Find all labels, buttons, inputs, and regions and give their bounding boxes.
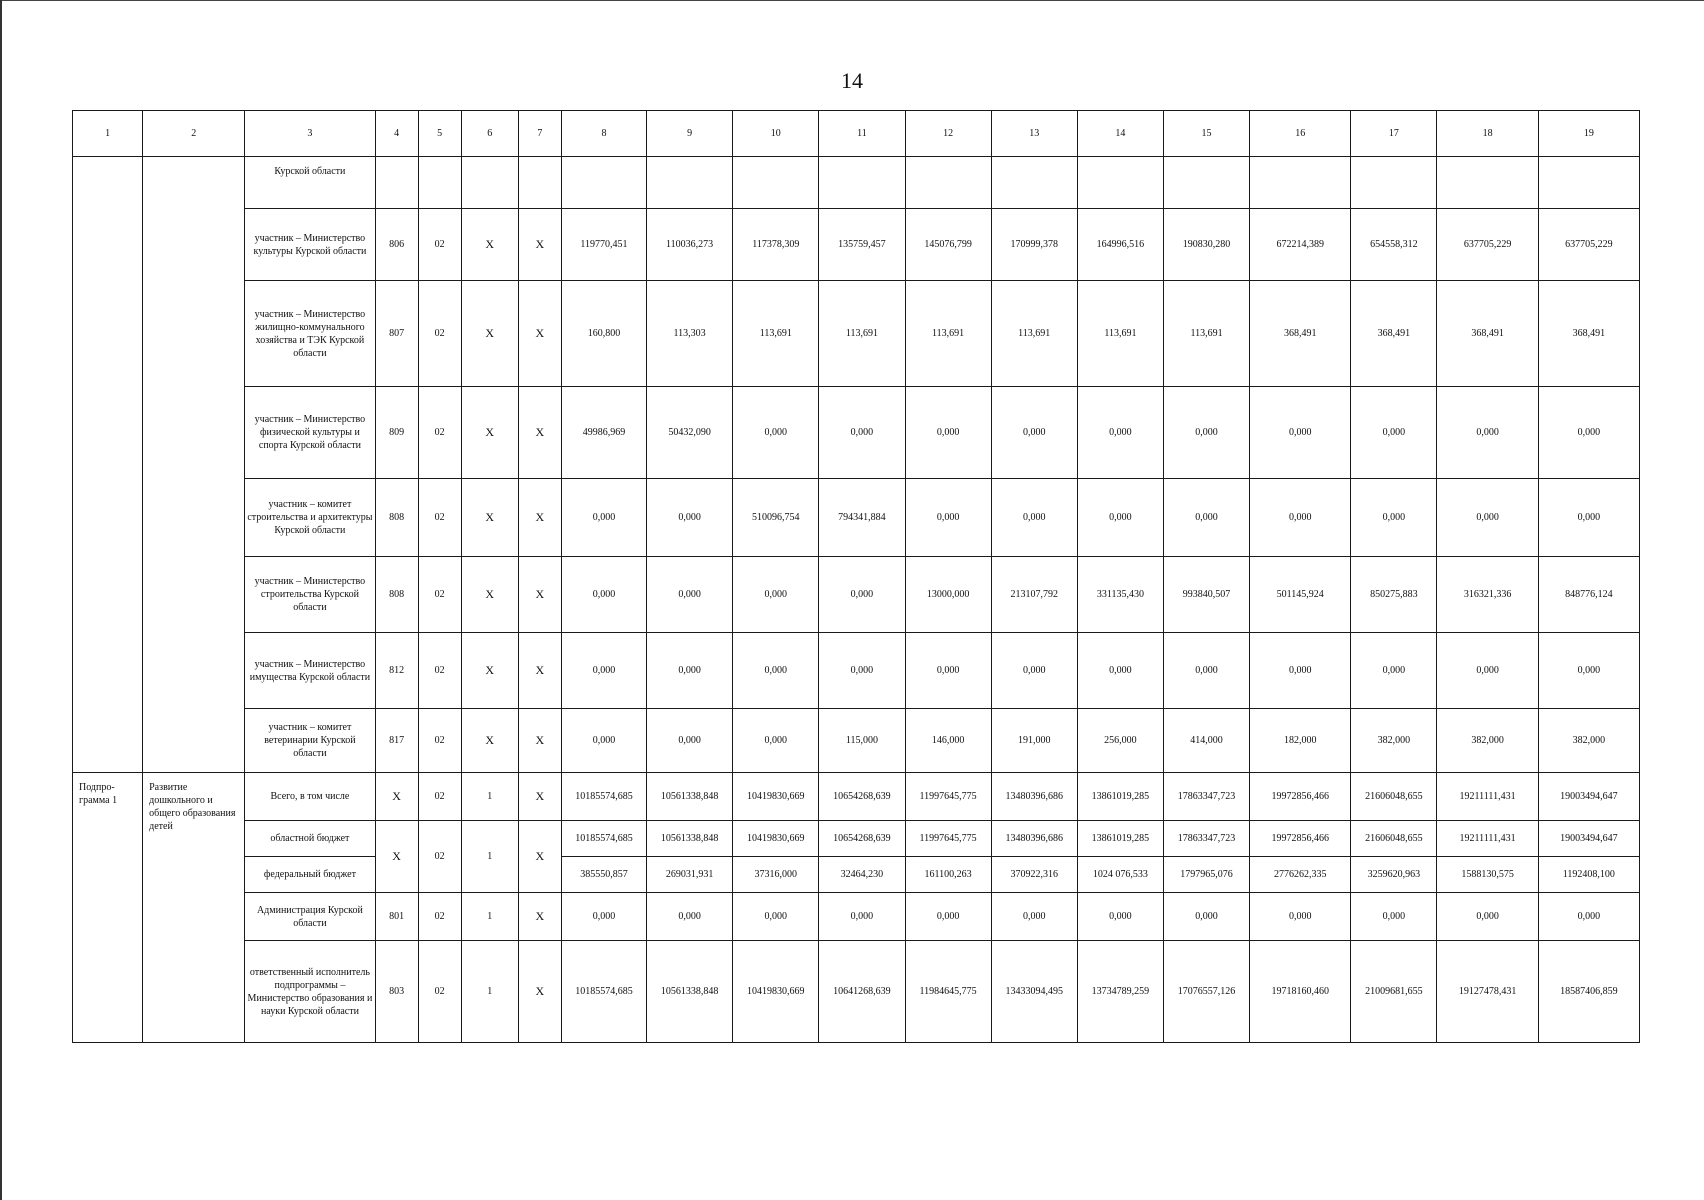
amount-cell: 0,000 bbox=[1437, 479, 1538, 557]
amount-cell: 385550,857 bbox=[561, 857, 646, 893]
amount-cell: 13480396,686 bbox=[991, 773, 1077, 821]
code-col6: 1 bbox=[461, 893, 518, 941]
code-col5: 02 bbox=[418, 941, 461, 1043]
amount-cell: 10419830,669 bbox=[733, 773, 819, 821]
amount-cell: 370922,316 bbox=[991, 857, 1077, 893]
amount-cell: 10419830,669 bbox=[733, 821, 819, 857]
amount-cell: 32464,230 bbox=[819, 857, 905, 893]
empty-cell bbox=[905, 157, 991, 209]
participant-name: участник – Министерство имущества Курской области bbox=[245, 633, 375, 709]
code-col6: X bbox=[461, 633, 518, 709]
amount-cell: 10185574,685 bbox=[561, 821, 646, 857]
amount-cell: 1024 076,533 bbox=[1077, 857, 1163, 893]
subprogram-total-row bbox=[73, 773, 1640, 821]
total-label: Всего, в том числе bbox=[245, 773, 375, 821]
code-col7: X bbox=[518, 557, 561, 633]
participant-row bbox=[73, 281, 1640, 387]
federal-budget-row bbox=[73, 857, 1640, 893]
code-col6: X bbox=[461, 709, 518, 773]
code-col4: X bbox=[375, 773, 418, 821]
participant-name: участник – комитет ветеринарии Курской области bbox=[245, 709, 375, 773]
code-col6: 1 bbox=[461, 821, 518, 893]
amount-cell: 11997645,775 bbox=[905, 821, 991, 857]
budget-table-body bbox=[73, 111, 1640, 1043]
amount-cell: 13734789,259 bbox=[1077, 941, 1163, 1043]
participant-name: участник – Министерство жилищно-коммунального хозяйства и ТЭК Курской области bbox=[245, 281, 375, 387]
code-col7: X bbox=[518, 633, 561, 709]
amount-cell: 382,000 bbox=[1351, 709, 1437, 773]
amount-cell: 1797965,076 bbox=[1163, 857, 1249, 893]
header-cell-19: 19 bbox=[1538, 111, 1639, 157]
participant-name: участник – Министерство физической культуры и спорта Курской области bbox=[245, 387, 375, 479]
code-col4: 809 bbox=[375, 387, 418, 479]
col2-blank-merged bbox=[143, 157, 245, 773]
amount-cell: 0,000 bbox=[561, 633, 646, 709]
amount-cell: 19003494,647 bbox=[1538, 821, 1639, 857]
page-number: 14 bbox=[841, 68, 863, 93]
page-top-edge bbox=[0, 0, 1704, 1]
amount-cell: 0,000 bbox=[647, 633, 733, 709]
participant-row bbox=[73, 209, 1640, 281]
amount-cell: 10561338,848 bbox=[647, 773, 733, 821]
code-col4: X bbox=[375, 821, 418, 893]
empty-cell bbox=[647, 157, 733, 209]
code-col7: X bbox=[518, 709, 561, 773]
code-col5: 02 bbox=[418, 821, 461, 893]
amount-cell: 0,000 bbox=[1250, 893, 1351, 941]
header-cell-6: 6 bbox=[461, 111, 518, 157]
amount-cell: 0,000 bbox=[1077, 387, 1163, 479]
amount-cell: 0,000 bbox=[1077, 893, 1163, 941]
amount-cell: 0,000 bbox=[819, 893, 905, 941]
amount-cell: 170999,378 bbox=[991, 209, 1077, 281]
participant-row bbox=[73, 479, 1640, 557]
amount-cell: 2776262,335 bbox=[1250, 857, 1351, 893]
amount-cell: 50432,090 bbox=[647, 387, 733, 479]
amount-cell: 164996,516 bbox=[1077, 209, 1163, 281]
header-cell-5: 5 bbox=[418, 111, 461, 157]
amount-cell: 382,000 bbox=[1437, 709, 1538, 773]
participant-name: участник – Министерство строительства Курской области bbox=[245, 557, 375, 633]
amount-cell: 0,000 bbox=[819, 387, 905, 479]
amount-cell: 10561338,848 bbox=[647, 941, 733, 1043]
header-cell-12: 12 bbox=[905, 111, 991, 157]
amount-cell: 115,000 bbox=[819, 709, 905, 773]
code-col7: X bbox=[518, 893, 561, 941]
code-col4: 808 bbox=[375, 557, 418, 633]
amount-cell: 0,000 bbox=[561, 709, 646, 773]
code-col4: 807 bbox=[375, 281, 418, 387]
participant-name: участник – Министерство культуры Курской области bbox=[245, 209, 375, 281]
amount-cell: 501145,924 bbox=[1250, 557, 1351, 633]
amount-cell: 0,000 bbox=[905, 633, 991, 709]
continuation-row bbox=[73, 157, 1640, 209]
amount-cell: 0,000 bbox=[1538, 633, 1639, 709]
amount-cell: 113,691 bbox=[819, 281, 905, 387]
amount-cell: 0,000 bbox=[1250, 633, 1351, 709]
amount-cell: 0,000 bbox=[1437, 893, 1538, 941]
code-col7: X bbox=[518, 209, 561, 281]
amount-cell: 113,691 bbox=[905, 281, 991, 387]
amount-cell: 0,000 bbox=[819, 633, 905, 709]
amount-cell: 10185574,685 bbox=[561, 941, 646, 1043]
amount-cell: 0,000 bbox=[561, 557, 646, 633]
amount-cell: 637705,229 bbox=[1437, 209, 1538, 281]
header-cell-17: 17 bbox=[1351, 111, 1437, 157]
amount-cell: 368,491 bbox=[1351, 281, 1437, 387]
amount-cell: 368,491 bbox=[1437, 281, 1538, 387]
amount-cell: 0,000 bbox=[1437, 633, 1538, 709]
header-cell-13: 13 bbox=[991, 111, 1077, 157]
amount-cell: 19003494,647 bbox=[1538, 773, 1639, 821]
amount-cell: 368,491 bbox=[1538, 281, 1639, 387]
header-cell-14: 14 bbox=[1077, 111, 1163, 157]
header-cell-9: 9 bbox=[647, 111, 733, 157]
page-left-edge bbox=[0, 0, 2, 1200]
amount-cell: 19211111,431 bbox=[1437, 821, 1538, 857]
amount-cell: 113,691 bbox=[1077, 281, 1163, 387]
code-col7: X bbox=[518, 941, 561, 1043]
amount-cell: 0,000 bbox=[1250, 479, 1351, 557]
code-col7: X bbox=[518, 773, 561, 821]
empty-cell bbox=[418, 157, 461, 209]
amount-cell: 368,491 bbox=[1250, 281, 1351, 387]
code-col5: 02 bbox=[418, 893, 461, 941]
amount-cell: 10419830,669 bbox=[733, 941, 819, 1043]
amount-cell: 0,000 bbox=[733, 893, 819, 941]
amount-cell: 0,000 bbox=[1538, 479, 1639, 557]
amount-cell: 850275,883 bbox=[1351, 557, 1437, 633]
empty-cell bbox=[518, 157, 561, 209]
amount-cell: 0,000 bbox=[647, 479, 733, 557]
amount-cell: 21009681,655 bbox=[1351, 941, 1437, 1043]
amount-cell: 0,000 bbox=[905, 387, 991, 479]
amount-cell: 0,000 bbox=[647, 893, 733, 941]
amount-cell: 0,000 bbox=[991, 893, 1077, 941]
amount-cell: 0,000 bbox=[991, 479, 1077, 557]
amount-cell: 0,000 bbox=[561, 479, 646, 557]
empty-cell bbox=[561, 157, 646, 209]
empty-cell bbox=[1538, 157, 1639, 209]
header-cell-15: 15 bbox=[1163, 111, 1249, 157]
amount-cell: 17076557,126 bbox=[1163, 941, 1249, 1043]
amount-cell: 0,000 bbox=[733, 633, 819, 709]
amount-cell: 256,000 bbox=[1077, 709, 1163, 773]
amount-cell: 213107,792 bbox=[991, 557, 1077, 633]
amount-cell: 13861019,285 bbox=[1077, 821, 1163, 857]
amount-cell: 37316,000 bbox=[733, 857, 819, 893]
code-col6: 1 bbox=[461, 773, 518, 821]
federal-budget-label: федеральный бюджет bbox=[245, 857, 375, 893]
executor-row bbox=[73, 941, 1640, 1043]
code-col7: X bbox=[518, 387, 561, 479]
code-col4: 812 bbox=[375, 633, 418, 709]
amount-cell: 0,000 bbox=[1351, 479, 1437, 557]
header-cell-1: 1 bbox=[73, 111, 143, 157]
amount-cell: 0,000 bbox=[1538, 893, 1639, 941]
code-col5: 02 bbox=[418, 281, 461, 387]
amount-cell: 672214,389 bbox=[1250, 209, 1351, 281]
code-col5: 02 bbox=[418, 209, 461, 281]
amount-cell: 13433094,495 bbox=[991, 941, 1077, 1043]
amount-cell: 0,000 bbox=[561, 893, 646, 941]
amount-cell: 110036,273 bbox=[647, 209, 733, 281]
amount-cell: 0,000 bbox=[647, 557, 733, 633]
header-cell-7: 7 bbox=[518, 111, 561, 157]
continuation-label: Курской области bbox=[245, 157, 375, 209]
amount-cell: 10654268,639 bbox=[819, 773, 905, 821]
header-cell-18: 18 bbox=[1437, 111, 1538, 157]
code-col6: X bbox=[461, 387, 518, 479]
code-col4: 803 bbox=[375, 941, 418, 1043]
empty-cell bbox=[461, 157, 518, 209]
amount-cell: 13861019,285 bbox=[1077, 773, 1163, 821]
amount-cell: 135759,457 bbox=[819, 209, 905, 281]
amount-cell: 654558,312 bbox=[1351, 209, 1437, 281]
amount-cell: 113,691 bbox=[1163, 281, 1249, 387]
amount-cell: 0,000 bbox=[1351, 387, 1437, 479]
code-col6: X bbox=[461, 479, 518, 557]
amount-cell: 0,000 bbox=[1163, 387, 1249, 479]
amount-cell: 113,691 bbox=[991, 281, 1077, 387]
amount-cell: 17863347,723 bbox=[1163, 821, 1249, 857]
amount-cell: 113,303 bbox=[647, 281, 733, 387]
header-cell-3: 3 bbox=[245, 111, 375, 157]
administration-row bbox=[73, 893, 1640, 941]
amount-cell: 161100,263 bbox=[905, 857, 991, 893]
code-col4: 801 bbox=[375, 893, 418, 941]
amount-cell: 794341,884 bbox=[819, 479, 905, 557]
amount-cell: 190830,280 bbox=[1163, 209, 1249, 281]
amount-cell: 993840,507 bbox=[1163, 557, 1249, 633]
header-cell-4: 4 bbox=[375, 111, 418, 157]
amount-cell: 10561338,848 bbox=[647, 821, 733, 857]
administration-label: Администрация Курской области bbox=[245, 893, 375, 941]
amount-cell: 316321,336 bbox=[1437, 557, 1538, 633]
amount-cell: 191,000 bbox=[991, 709, 1077, 773]
amount-cell: 382,000 bbox=[1538, 709, 1639, 773]
amount-cell: 414,000 bbox=[1163, 709, 1249, 773]
code-col6: X bbox=[461, 209, 518, 281]
amount-cell: 0,000 bbox=[1077, 633, 1163, 709]
amount-cell: 1192408,100 bbox=[1538, 857, 1639, 893]
amount-cell: 11984645,775 bbox=[905, 941, 991, 1043]
amount-cell: 0,000 bbox=[733, 387, 819, 479]
amount-cell: 10641268,639 bbox=[819, 941, 905, 1043]
amount-cell: 21606048,655 bbox=[1351, 821, 1437, 857]
amount-cell: 269031,931 bbox=[647, 857, 733, 893]
subprogram-title: Развитие дошкольного и общего образования детей bbox=[143, 773, 245, 1043]
amount-cell: 0,000 bbox=[1351, 633, 1437, 709]
subprogram-label: Подпро-грамма 1 bbox=[73, 773, 143, 1043]
code-col6: X bbox=[461, 557, 518, 633]
amount-cell: 182,000 bbox=[1250, 709, 1351, 773]
amount-cell: 0,000 bbox=[1351, 893, 1437, 941]
code-col6: 1 bbox=[461, 941, 518, 1043]
code-col4: 817 bbox=[375, 709, 418, 773]
amount-cell: 331135,430 bbox=[1077, 557, 1163, 633]
code-col7: X bbox=[518, 281, 561, 387]
amount-cell: 0,000 bbox=[1163, 479, 1249, 557]
participant-row bbox=[73, 709, 1640, 773]
amount-cell: 0,000 bbox=[1437, 387, 1538, 479]
code-col5: 02 bbox=[418, 387, 461, 479]
empty-cell bbox=[1077, 157, 1163, 209]
header-row bbox=[73, 111, 1640, 157]
amount-cell: 0,000 bbox=[991, 633, 1077, 709]
amount-cell: 145076,799 bbox=[905, 209, 991, 281]
amount-cell: 19972856,466 bbox=[1250, 821, 1351, 857]
executor-label: ответственный исполнитель подпрограммы – Министерство образования и науки Курской области bbox=[245, 941, 375, 1043]
empty-cell bbox=[1437, 157, 1538, 209]
header-cell-2: 2 bbox=[143, 111, 245, 157]
amount-cell: 19972856,466 bbox=[1250, 773, 1351, 821]
amount-cell: 113,691 bbox=[733, 281, 819, 387]
amount-cell: 0,000 bbox=[1538, 387, 1639, 479]
amount-cell: 0,000 bbox=[733, 557, 819, 633]
header-cell-10: 10 bbox=[733, 111, 819, 157]
amount-cell: 17863347,723 bbox=[1163, 773, 1249, 821]
amount-cell: 18587406,859 bbox=[1538, 941, 1639, 1043]
empty-cell bbox=[991, 157, 1077, 209]
code-col4: 806 bbox=[375, 209, 418, 281]
amount-cell: 0,000 bbox=[819, 557, 905, 633]
amount-cell: 510096,754 bbox=[733, 479, 819, 557]
amount-cell: 0,000 bbox=[647, 709, 733, 773]
code-col5: 02 bbox=[418, 709, 461, 773]
amount-cell: 49986,969 bbox=[561, 387, 646, 479]
empty-cell bbox=[375, 157, 418, 209]
amount-cell: 119770,451 bbox=[561, 209, 646, 281]
amount-cell: 10654268,639 bbox=[819, 821, 905, 857]
amount-cell: 0,000 bbox=[1250, 387, 1351, 479]
amount-cell: 160,800 bbox=[561, 281, 646, 387]
amount-cell: 0,000 bbox=[905, 893, 991, 941]
participant-row bbox=[73, 387, 1640, 479]
amount-cell: 13000,000 bbox=[905, 557, 991, 633]
amount-cell: 19127478,431 bbox=[1437, 941, 1538, 1043]
code-col6: X bbox=[461, 281, 518, 387]
participant-row bbox=[73, 557, 1640, 633]
amount-cell: 19718160,460 bbox=[1250, 941, 1351, 1043]
budget-table bbox=[72, 110, 1640, 1043]
amount-cell: 1588130,575 bbox=[1437, 857, 1538, 893]
regional-budget-row bbox=[73, 821, 1640, 857]
amount-cell: 117378,309 bbox=[733, 209, 819, 281]
header-cell-8: 8 bbox=[561, 111, 646, 157]
col1-blank-merged bbox=[73, 157, 143, 773]
code-col5: 02 bbox=[418, 633, 461, 709]
code-col5: 02 bbox=[418, 773, 461, 821]
code-col5: 02 bbox=[418, 557, 461, 633]
amount-cell: 848776,124 bbox=[1538, 557, 1639, 633]
code-col5: 02 bbox=[418, 479, 461, 557]
header-cell-11: 11 bbox=[819, 111, 905, 157]
amount-cell: 146,000 bbox=[905, 709, 991, 773]
amount-cell: 3259620,963 bbox=[1351, 857, 1437, 893]
amount-cell: 0,000 bbox=[733, 709, 819, 773]
participant-name: участник – комитет строительства и архитектуры Курской области bbox=[245, 479, 375, 557]
amount-cell: 13480396,686 bbox=[991, 821, 1077, 857]
empty-cell bbox=[1163, 157, 1249, 209]
amount-cell: 0,000 bbox=[991, 387, 1077, 479]
amount-cell: 0,000 bbox=[1077, 479, 1163, 557]
amount-cell: 21606048,655 bbox=[1351, 773, 1437, 821]
participant-row bbox=[73, 633, 1640, 709]
header-cell-16: 16 bbox=[1250, 111, 1351, 157]
amount-cell: 11997645,775 bbox=[905, 773, 991, 821]
code-col4: 808 bbox=[375, 479, 418, 557]
code-col7: X bbox=[518, 821, 561, 893]
empty-cell bbox=[1250, 157, 1351, 209]
code-col7: X bbox=[518, 479, 561, 557]
empty-cell bbox=[733, 157, 819, 209]
empty-cell bbox=[1351, 157, 1437, 209]
empty-cell bbox=[819, 157, 905, 209]
amount-cell: 10185574,685 bbox=[561, 773, 646, 821]
amount-cell: 637705,229 bbox=[1538, 209, 1639, 281]
amount-cell: 19211111,431 bbox=[1437, 773, 1538, 821]
amount-cell: 0,000 bbox=[1163, 893, 1249, 941]
amount-cell: 0,000 bbox=[1163, 633, 1249, 709]
regional-budget-label: областной бюджет bbox=[245, 821, 375, 857]
amount-cell: 0,000 bbox=[905, 479, 991, 557]
